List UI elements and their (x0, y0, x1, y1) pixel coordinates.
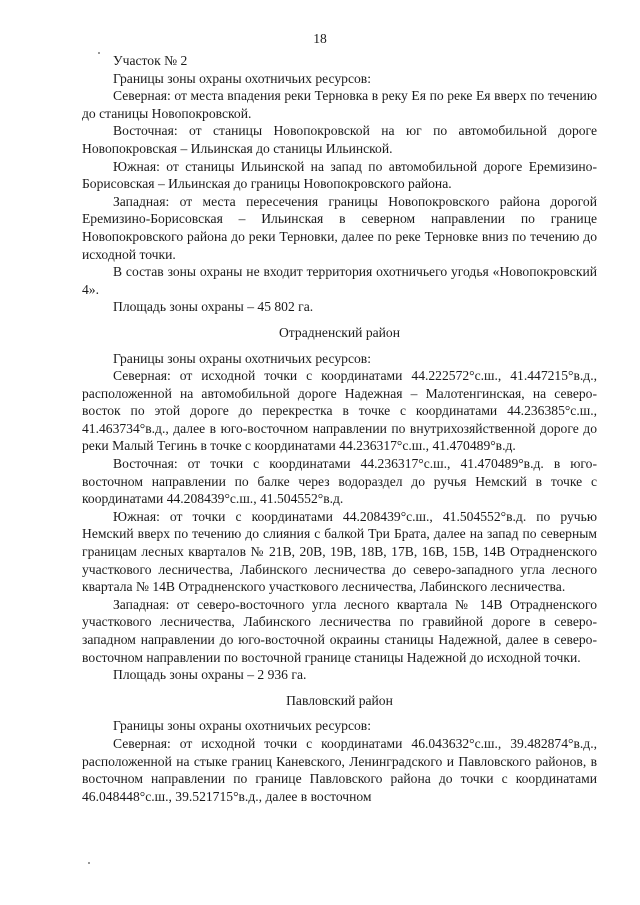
paragraph: Западная: от места пересечения границы Новопокровского района дорогой Еремизино-Борисовская – Ильинская в северном направлении по границе Новопокровского района до реки Терновки, далее по реке Терновке вниз по течению до исходной точки. (82, 193, 597, 262)
paragraph: Восточная: от точки с координатами 44.236317°с.ш., 41.470489°в.д. в юго-восточном направлении по балке через водораздел до ручья Немский в точке с координатами 44.208439°с.ш., 41.504552°в.д. (82, 456, 597, 507)
paragraph: Восточная: от станицы Новопокровской на юг по автомобильной дороге Новопокровская – Ильинская до станицы Ильинской. (82, 123, 597, 156)
paragraph: Северная: от места впадения реки Терновка в реку Ея по реке Ея вверх по течению до станицы Новопокровской. (82, 88, 597, 121)
section-heading: Павловский район (286, 692, 393, 708)
document-body (82, 52, 597, 805)
scan-speck (98, 52, 100, 54)
scan-speck (88, 862, 90, 864)
paragraph: В состав зоны охраны не входит территория охотничьего угодья «Новопокровский 4». (82, 264, 597, 297)
paragraph: Северная: от исходной точки с координатами 46.043632°с.ш., 39.482874°в.д., расположенной на стыке границ Каневского, Ленинградского и Павловского районов, в восточном направлении по границе Павловского района до точки с координатами 46.048448°с.ш., 39.521715°в.д., далее в восточном (82, 735, 597, 804)
paragraph: Площадь зоны охраны – 2 936 га. (113, 667, 307, 683)
paragraph: Площадь зоны охраны – 45 802 га. (113, 299, 314, 315)
paragraph: Границы зоны охраны охотничьих ресурсов: (113, 70, 371, 86)
section-title: Участок № 2 (113, 53, 188, 68)
paragraph: Западная: от северо-восточного угла лесного квартала № 14В Отрадненского участкового лесничества, Лабинского лесничества по гравийной дороге в северо-западном направлении до юго-восточной окраины станицы Надежной, далее в северо-восточном направлении по восточной границе станицы Надежной до исходной точки. (82, 596, 597, 665)
paragraph: Границы зоны охраны охотничьих ресурсов: (113, 350, 371, 366)
page-number: 18 (313, 31, 327, 46)
paragraph: Южная: от станицы Ильинской на запад по автомобильной дороге Еремизино-Борисовская – Ильинская до границы Новопокровского района. (82, 158, 597, 192)
paragraph: Северная: от исходной точки с координатами 44.222572°с.ш., 41.447215°в.д., расположенной на автомобильной дороге Надежная – Малотенгинская, на северо-восток по этой дороге до перекрестка в точке с координатами 44.236385°с.ш., 41.463734°в.д., далее в юго-восточном направлении по внутрихозяйственной дороге до реки Малый Тегинь в точке с координатами 44.236317°с.ш., 41.470489°в.д. (82, 368, 597, 454)
section-heading: Отрадненский район (278, 324, 401, 340)
paragraph: Южная: от точки с координатами 44.208439°с.ш., 41.504552°в.д. по ручью Немский вверх по течению до слияния с балкой Три Брата, далее на запад по северным границам лесных кварталов № 21В, 20В, 19В, 18В, 17В, 16В, 15В, 14В Отрадненского участкового лесничества, Лабинского лесничества до северо-западного угла лесного квартала № 14В Отрадненского участкового лесничества, Лабинского лесничества. (82, 508, 597, 595)
paragraph: Границы зоны охраны охотничьих ресурсов: (113, 718, 371, 734)
